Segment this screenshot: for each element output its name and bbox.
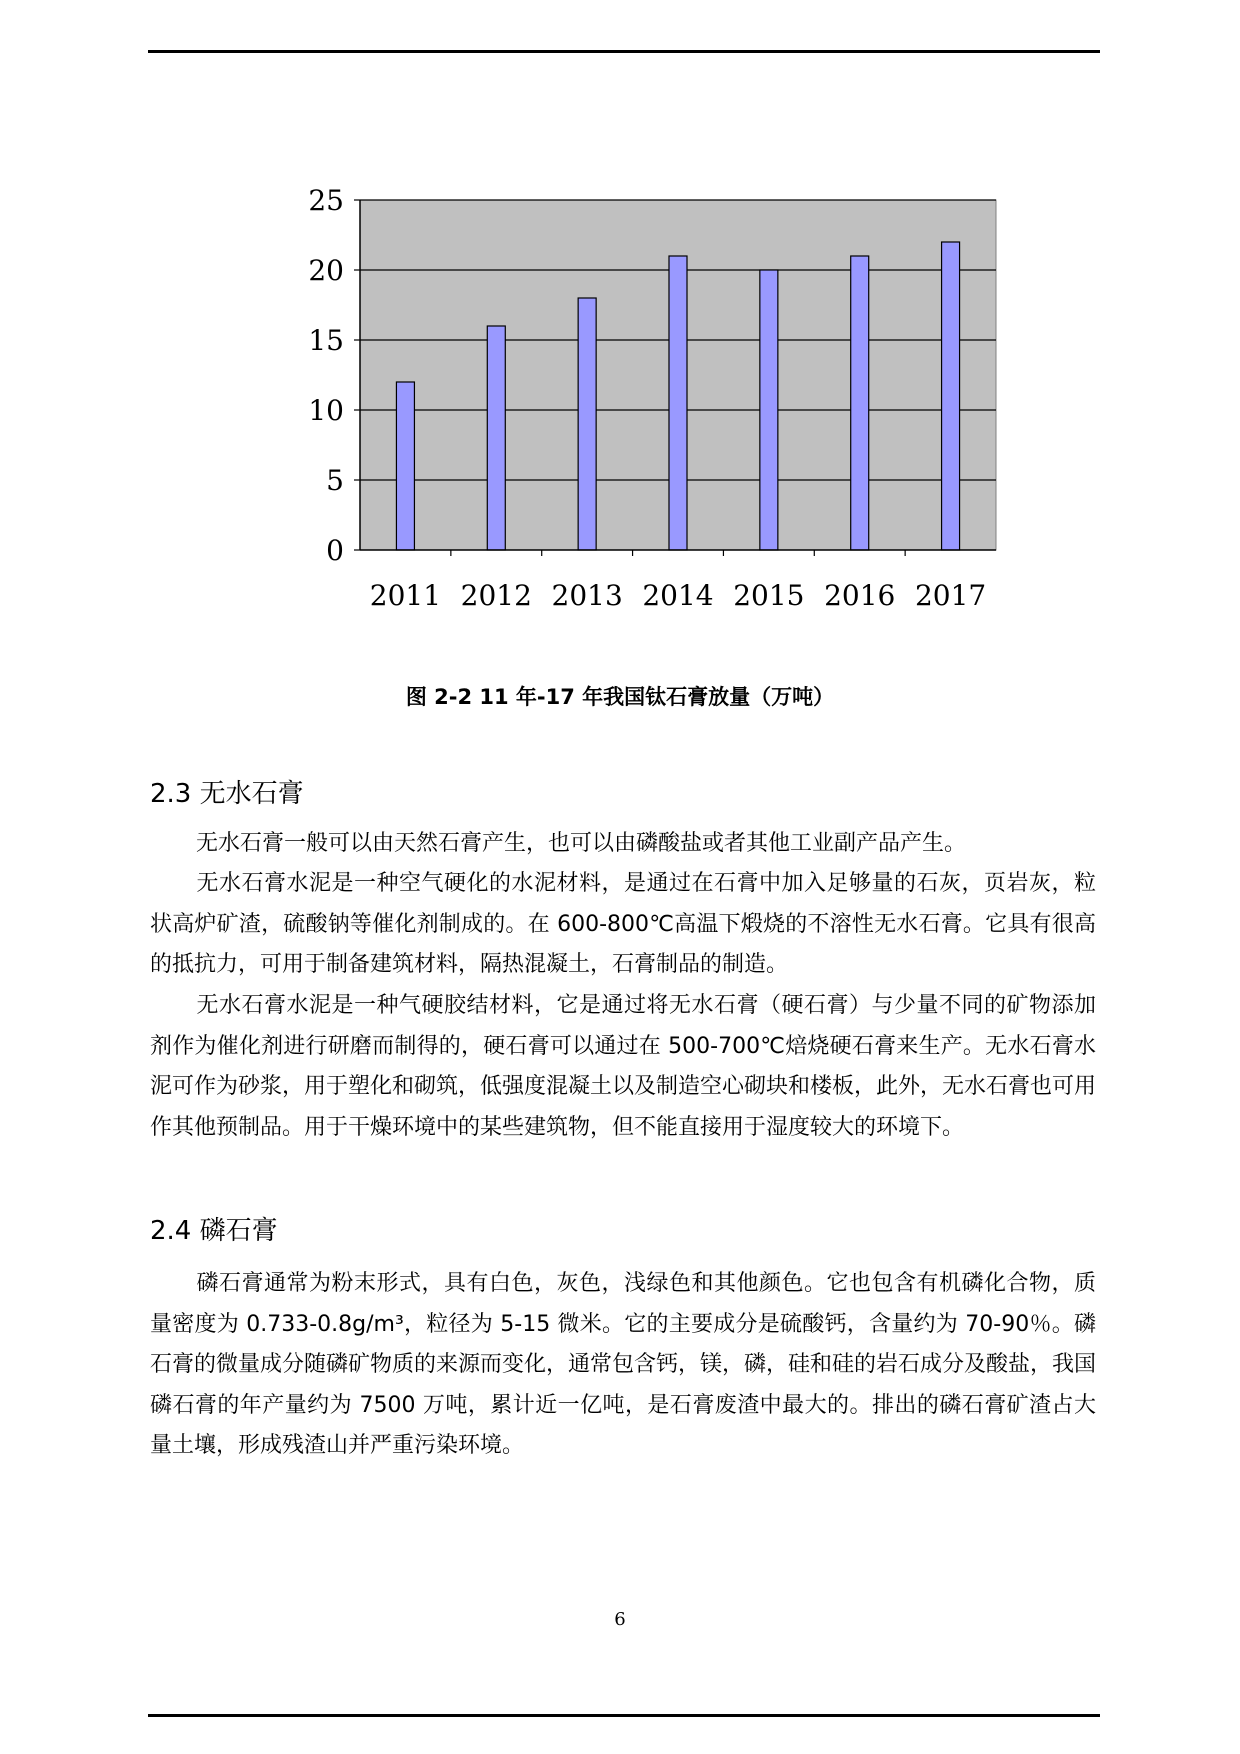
- x-tick-label: 2015: [733, 579, 805, 612]
- y-tick-label: 5: [326, 464, 344, 497]
- bar-2017: [942, 242, 960, 550]
- x-tick-label: 2017: [914, 579, 987, 612]
- paragraph: 无水石膏水泥是一种空气硬化的水泥材料，是通过在石膏中加入足够量的石灰，页岩灰，粒状高炉矿渣，硫酸钠等催化剂制成的。在 600-800℃高温下煅烧的不溶性无水石膏。它具有很高的抵抗力，可用于制备建筑材料，隔热混凝土，石膏制品的制造。: [150, 871, 1096, 977]
- bar-2012: [487, 326, 505, 550]
- paragraph: 无水石膏水泥是一种气硬胶结材料，它是通过将无水石膏（硬石膏）与少量不同的矿物添加剂作为催化剂进行研磨而制得的，硬石膏可以通过在 500-700℃焙烧硬石膏来生产。无水石膏水泥可作为砂浆，用于塑化和砌筑，低强度混凝土以及制造空心砌块和楼板，此外，无水石膏也可用作其他预制品。用于干燥环境中的某些建筑物，但不能直接用于湿度较大的环境下。: [150, 993, 1097, 1140]
- bar-2015: [760, 270, 778, 550]
- footer-rule: [148, 1714, 1100, 1717]
- y-tick-label: 0: [326, 534, 344, 567]
- x-tick-label: 2012: [460, 579, 532, 612]
- y-tick-label: 10: [308, 394, 344, 427]
- section-heading-2-4: 2.4 磷石膏: [150, 1216, 278, 1246]
- bar-2014: [669, 256, 687, 550]
- figure-caption: 图 2-2 11 年-17 年我国钛石膏放量（万吨）: [405, 685, 835, 709]
- page-number: 6: [614, 1609, 626, 1630]
- paragraph: 磷石膏通常为粉末形式，具有白色，灰色，浅绿色和其他颜色。它也包含有机磷化合物，质量密度为 0.733-0.8g/m³，粒径为 5-15 微米。它的主要成分是硫酸钙，含量约为 70-90％。磷石膏的微量成分随磷矿物质的来源而变化，通常包含钙，镁，磷，硅和硅的岩石成分及酸盐，我国磷石膏的年产量约为 7500 万吨，累计近一亿吨，是石膏废渣中最大的。排出的磷石膏矿渣占大量土壤，形成残渣山并严重污染环境。: [150, 1271, 1097, 1458]
- header-rule: [148, 50, 1100, 53]
- x-tick-label: 2013: [551, 579, 623, 612]
- bar-chart: [280, 180, 1020, 640]
- bar-2011: [396, 382, 414, 550]
- y-tick-label: 15: [308, 324, 344, 357]
- bar-2016: [851, 256, 869, 550]
- section-heading-2-3: 2.3 无水石膏: [150, 779, 304, 809]
- x-tick-label: 2016: [824, 579, 896, 612]
- y-tick-label: 25: [308, 184, 344, 217]
- x-tick-label: 2011: [369, 579, 442, 612]
- y-tick-label: 20: [308, 254, 344, 287]
- paragraph: 无水石膏一般可以由天然石膏产生，也可以由磷酸盐或者其他工业副产品产生。: [196, 831, 967, 856]
- bar-2013: [578, 298, 596, 550]
- x-tick-label: 2014: [642, 579, 714, 612]
